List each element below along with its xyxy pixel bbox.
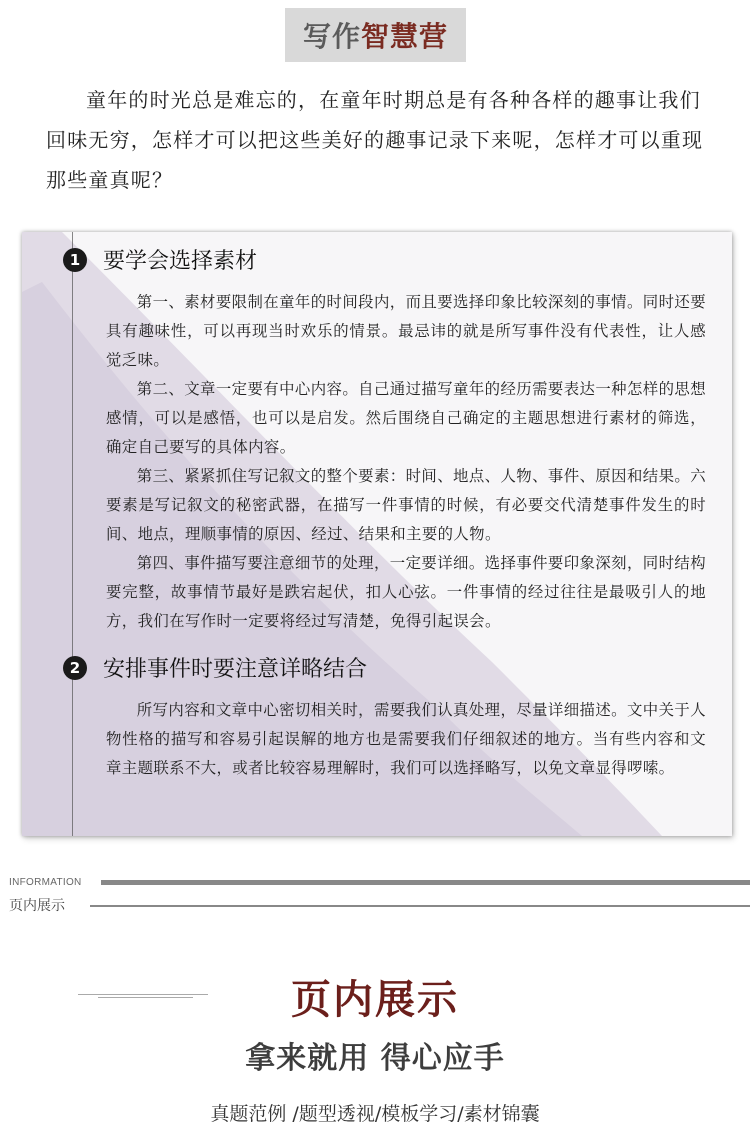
intro-paragraph	[46, 80, 706, 200]
section-2-number: 2	[63, 656, 87, 680]
section-2-heading	[63, 652, 367, 683]
info-label-english: INFORMATION	[9, 877, 82, 888]
badge-text-part1: 写作	[302, 20, 361, 53]
intro-text: 童年的时光总是难忘的，在童年时期总是有各种各样的趣事让我们回味无穷，怎样才可以把这些美好的趣事记录下来呢，怎样才可以重现那些童真呢？	[46, 88, 704, 192]
section-1-title: 要学会选择素材	[103, 249, 258, 274]
section-2-paragraph-1: 所写内容和文章中心密切相关时，需要我们认真处理，尽量详细描述。文中关于人物性格的描写和容易引起误解的地方也是需要我们仔细叙述的地方。当有些内容和文章主题联系不大，或者比较容易理解时，我们可以选择略写，以免文章显得啰嗦。	[106, 701, 706, 777]
section-1-paragraph-2: 第二、文章一定要有中心内容。自己通过描写童年的经历需要表达一种怎样的思想感情，可以是感悟，也可以是启发。然后围绕自己确定的主题思想进行素材的筛选，确定自己要写的具体内容。	[106, 380, 706, 456]
section-1-body	[106, 288, 706, 636]
section-2-body	[106, 696, 706, 783]
header-badge	[285, 8, 466, 62]
section-1-paragraph-4: 第四、事件描写要注意细节的处理，一定要详细。选择事件要印象深刻，同时结构要完整，故事情节最好是跌宕起伏，扣人心弦。一件事情的经过往往是最吸引人的地方，我们在写作时一定要将经过写清楚，免得引起误会。	[106, 554, 706, 630]
margin-line	[72, 232, 73, 836]
badge-text-part2: 智慧营	[361, 20, 449, 53]
info-divider-bar	[101, 880, 750, 885]
info-divider-line	[90, 905, 750, 907]
info-label-chinese: 页内展示	[9, 898, 65, 914]
section-1-number: 1	[63, 248, 87, 272]
promo-title: 页内展示	[291, 977, 459, 1023]
section-1-paragraph-1: 第一、素材要限制在童年的时间段内，而且要选择印象比较深刻的事情。同时还要具有趣味性，可以再现当时欢乐的情景。最忌讳的就是所写事件没有代表性，让人感觉乏味。	[106, 293, 706, 369]
section-1-heading	[63, 244, 257, 275]
tips-card	[22, 232, 732, 836]
promo-tagline: 真题范例 /题型透视/模板学习/素材锦囊	[210, 1103, 540, 1125]
promo-subtitle: 拿来就用 得心应手	[245, 1041, 505, 1076]
section-1-paragraph-3: 第三、紧紧抓住写记叙文的整个要素：时间、地点、人物、事件、原因和结果。六要素是写记叙文的秘密武器，在描写一件事情的时候，有必要交代清楚事件发生的时间、地点，理顺事情的原因、经过、结果和主要的人物。	[106, 467, 706, 543]
section-2-title: 安排事件时要注意详略结合	[103, 657, 368, 682]
